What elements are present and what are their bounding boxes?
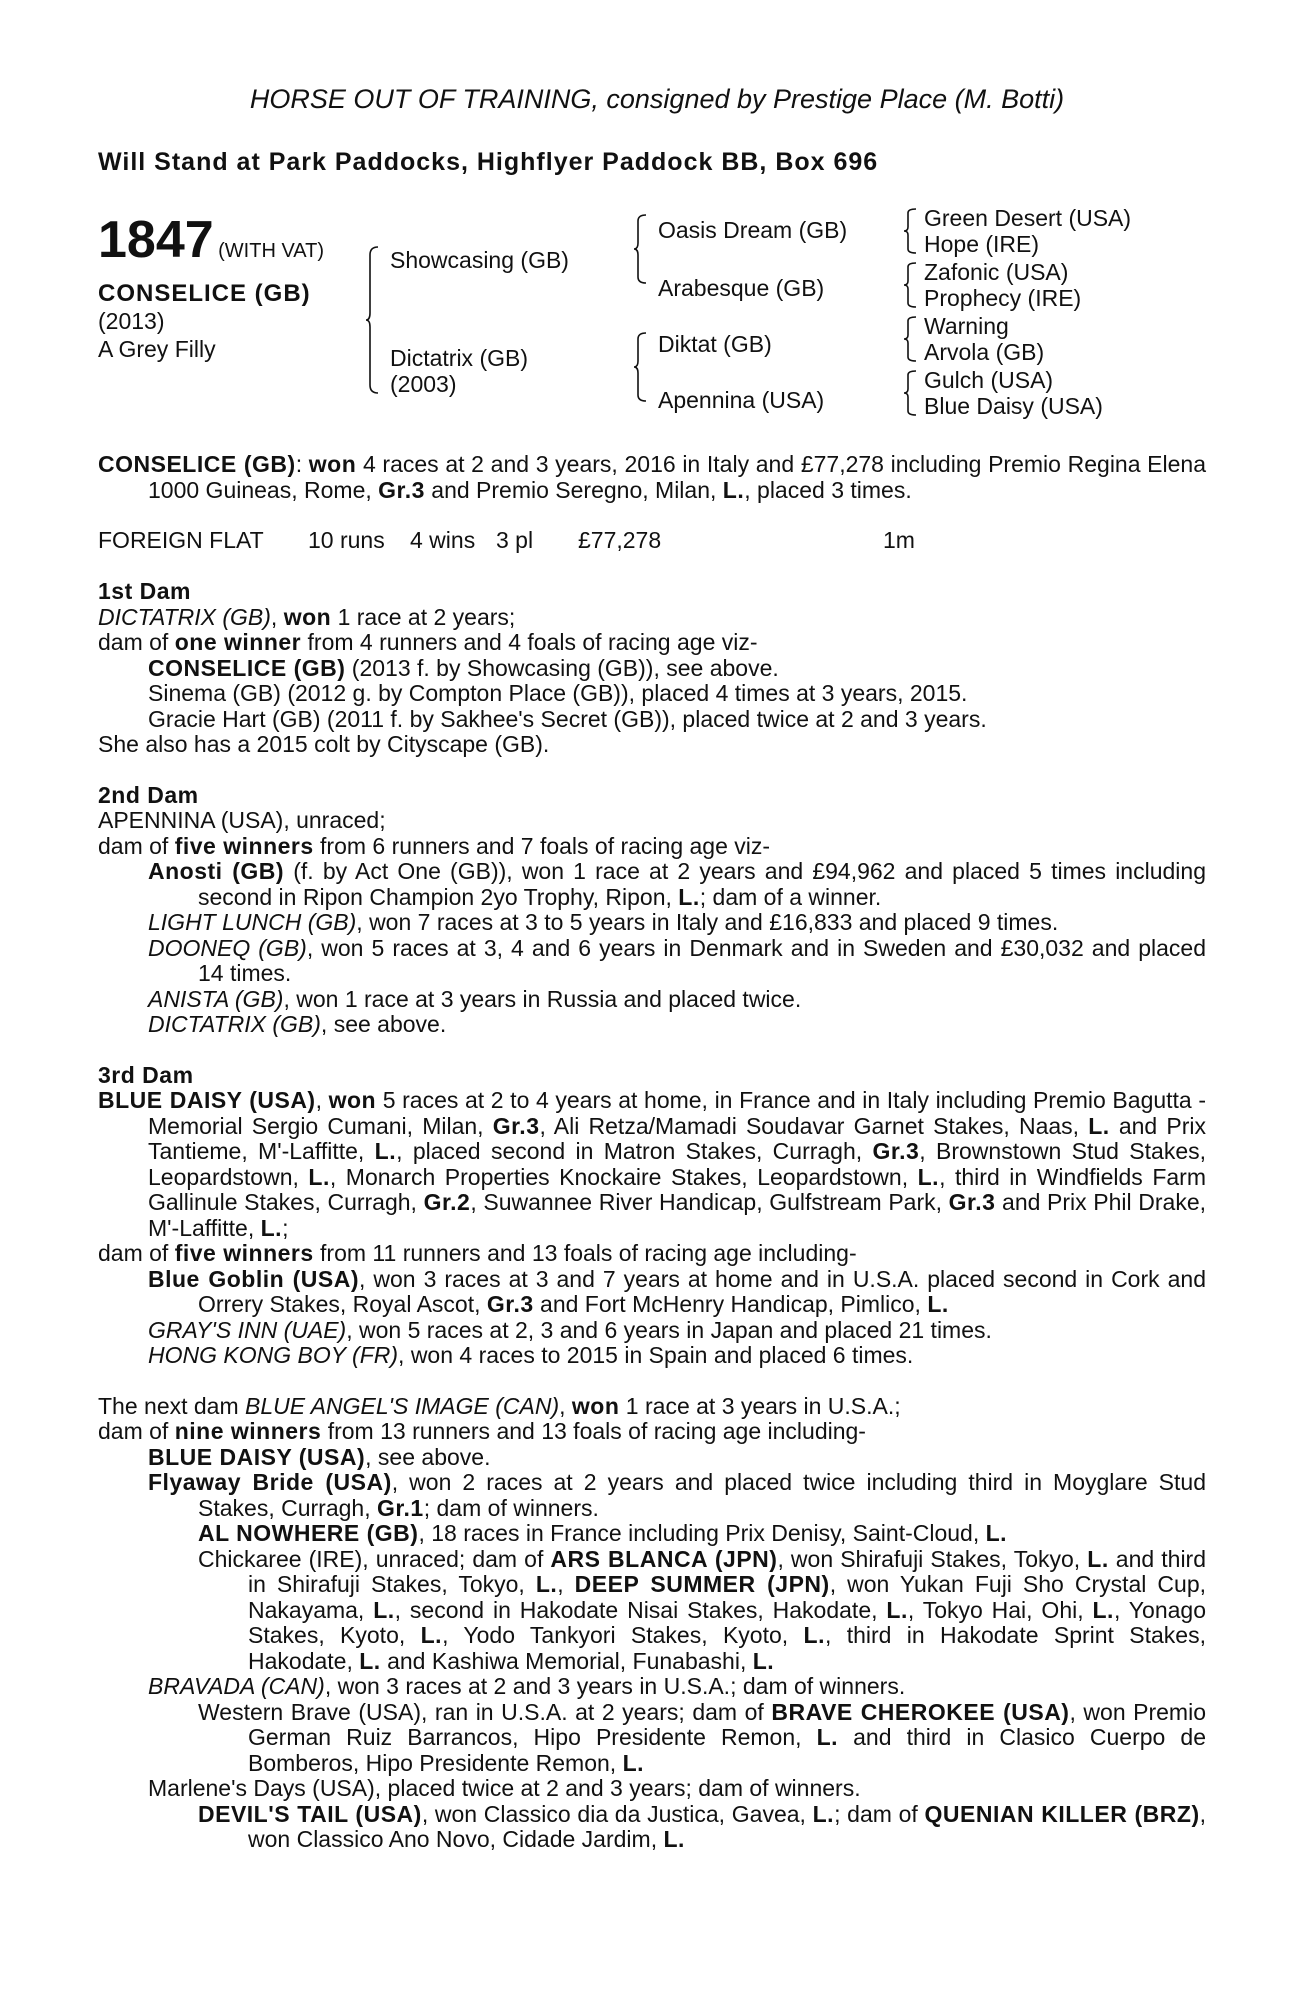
next-dam-line: The next dam BLUE ANGEL'S IMAGE (CAN), won 1 race at 3 years in U.S.A.;	[98, 1392, 901, 1419]
next-dam-produce: dam of nine winners from 13 runners and 13 foals of racing age including-	[98, 1418, 866, 1444]
second-dam-foal-2: LIGHT LUNCH (GB), won 7 races at 3 to 5 years in Italy and £16,833 and placed 9 times.	[148, 909, 1059, 935]
horse-name: CONSELICE (GB)	[98, 280, 311, 307]
next-dam-foal-g: Marlene's Days (USA), placed twice at 2 and 3 years; dam of winners.	[148, 1775, 861, 1801]
stand-location: Will Stand at Park Paddocks, Highflyer Paddock BB, Box 696	[98, 148, 879, 176]
second-dam-foal-5: DICTATRIX (GB), see above.	[148, 1011, 447, 1037]
form-line: FOREIGN FLAT 10 runs 4 wins 3 pl £77,278 1m	[98, 527, 915, 553]
second-dam-foal-4: ANISTA (GB), won 1 race at 3 years in Russia and placed twice.	[148, 985, 802, 1012]
second-dam-line: APENNINA (USA), unraced;	[98, 807, 386, 833]
dam-sire-dam: Arvola (GB)	[924, 339, 1045, 365]
sire-sire: Oasis Dream (GB)	[658, 217, 848, 243]
next-dam-foal-a: BLUE DAISY (USA), see above.	[148, 1443, 491, 1470]
first-dam-line: DICTATRIX (GB), won 1 race at 2 years;	[98, 603, 516, 630]
catalogue-body	[98, 452, 1206, 1853]
third-dam-foal-2: GRAY'S INN (UAE), won 5 races at 2, 3 and 6 years in Japan and placed 21 times.	[148, 1316, 992, 1343]
horse-description: A Grey Filly	[98, 336, 216, 362]
sire: Showcasing (GB)	[390, 247, 569, 273]
sire-dam-bracket	[366, 245, 380, 395]
dam-sire: Diktat (GB)	[658, 331, 772, 357]
g-bracket-1	[904, 207, 918, 255]
sire-dam-dam: Prophecy (IRE)	[924, 285, 1082, 311]
dam-sire-sire: Warning	[924, 313, 1009, 339]
pedigree-block	[98, 205, 1218, 435]
second-dam-heading: 2nd Dam	[98, 781, 199, 808]
lot-info	[98, 210, 325, 362]
vat-note: (WITH VAT)	[218, 240, 325, 262]
horse-year: (2013)	[98, 308, 165, 334]
third-dam-heading: 3rd Dam	[98, 1061, 194, 1088]
g-bracket-3	[904, 315, 918, 363]
g-bracket-2	[904, 261, 918, 309]
next-dam-grandfoal-f: Western Brave (USA), ran in U.S.A. at 2 years; dam of BRAVE CHEROKEE (USA), won Premio German Ruiz Barrancos, Hipo Presidente Remon, L. and third in Clasico Cuerpo de Bomberos, Hipo Presidente Remon, L.	[198, 1698, 1206, 1776]
sire-sire-dam: Hope (IRE)	[924, 231, 1040, 257]
sire-sire-sire: Green Desert (USA)	[924, 205, 1132, 231]
race-summary: CONSELICE (GB): won 4 races at 2 and 3 years, 2016 in Italy and £77,278 including Premio Regina Elena 1000 Guineas, Rome, Gr.3 and Premio Seregno, Milan, L., placed 3 times.	[98, 451, 1207, 503]
second-dam-foal-1: Anosti (GB) (f. by Act One (GB)), won 1 race at 2 years and £94,962 and placed 5 times including second in Ripon Champion 2yo Trophy, Ripon, L.; dam of a winner.	[148, 858, 1206, 910]
dam-dam-sire: Gulch (USA)	[924, 367, 1054, 393]
third-dam-foal-3: HONG KONG BOY (FR), won 4 races to 2015 in Spain and placed 6 times.	[148, 1342, 914, 1368]
dam-dam-dam: Blue Daisy (USA)	[924, 393, 1103, 419]
sire-dam-sire: Zafonic (USA)	[924, 259, 1069, 285]
next-dam-grandfoal-c: AL NOWHERE (GB), 18 races in France including Prix Denisy, Saint-Cloud, L.	[198, 1520, 1008, 1546]
first-dam-foal-1: CONSELICE (GB) (2013 f. by Showcasing (GB)), see above.	[148, 654, 779, 681]
g-bracket-4	[904, 369, 918, 417]
sire-dam: Arabesque (GB)	[658, 275, 825, 301]
dam-year: (2003)	[390, 371, 457, 397]
second-dam-foal-3: DOONEQ (GB), won 5 races at 3, 4 and 6 years in Denmark and in Sweden and £30,032 and placed 14 times.	[148, 934, 1206, 986]
next-dam-foal-b: Flyaway Bride (USA), won 2 races at 2 years and placed twice including third in Moyglare Stud Stakes, Curragh, Gr.1; dam of winners.	[148, 1469, 1206, 1521]
second-dam-produce: dam of five winners from 6 runners and 7 foals of racing age viz-	[98, 832, 771, 859]
third-dam-record: BLUE DAISY (USA), won 5 races at 2 to 4 years at home, in France and in Italy including Premio Bagutta - Memorial Sergio Cumani, Milan, Gr.3, Ali Retza/Mamadi Soudavar Garnet Stakes, Naas, L. and Prix Tantieme, M'-Laffitte, L., placed second in Matron Stakes, Curragh, Gr.3, Brownstown Stud Stakes, Leopardstown, L., Monarch Properties Knockaire Stakes, Leopardstown, L., third in Windfields Farm Gallinule Stakes, Curragh, Gr.2, Suwannee River Handicap, Gulfstream Park, Gr.3 and Prix Phil Drake, M'-Laffitte, L.;	[98, 1087, 1207, 1241]
dam-parents-bracket	[634, 331, 648, 403]
first-dam-heading: 1st Dam	[98, 578, 191, 604]
third-dam-foal-1: Blue Goblin (USA), won 3 races at 3 and 7 years at home and in U.S.A. placed second in Cork and Orrery Stakes, Royal Ascot, Gr.3 and Fort McHenry Handicap, Pimlico, L.	[148, 1265, 1206, 1317]
third-dam-produce: dam of five winners from 11 runners and 13 foals of racing age including-	[98, 1240, 857, 1266]
first-dam-foal-3: Gracie Hart (GB) (2011 f. by Sakhee's Secret (GB)), placed twice at 2 and 3 years.	[148, 705, 987, 732]
sire-parents-bracket	[634, 213, 648, 285]
lot-number: 1847	[98, 211, 214, 269]
next-dam-grandfoal-d: Chickaree (IRE), unraced; dam of ARS BLANCA (JPN), won Shirafuji Stakes, Tokyo, L. and third in Shirafuji Stakes, Tokyo, L., DEEP SUMMER (JPN), won Yukan Fuji Sho Crystal Cup, Nakayama, L., second in Hakodate Nisai Stakes, Hakodate, L., Tokyo Hai, Ohi, L., Yonago Stakes, Kyoto, L., Yodo Tankyori Stakes, Kyoto, L., third in Hakodate Sprint Stakes, Hakodate, L. and Kashiwa Memorial, Funabashi, L.	[198, 1545, 1207, 1674]
next-dam-foal-e: BRAVADA (CAN), won 3 races at 2 and 3 years in U.S.A.; dam of winners.	[148, 1673, 906, 1699]
first-dam-foal-2: Sinema (GB) (2012 g. by Compton Place (GB)), placed 4 times at 3 years, 2015.	[148, 680, 968, 706]
next-dam-grandfoal-h: DEVIL'S TAIL (USA), won Classico dia da Justica, Gavea, L.; dam of QUENIAN KILLER (BRZ), won Classico Ano Novo, Cidade Jardim, L.	[198, 1800, 1206, 1852]
dam-dam: Apennina (USA)	[658, 387, 825, 413]
page-title: HORSE OUT OF TRAINING, consigned by Prestige Place (M. Botti)	[249, 84, 1065, 114]
first-dam-colt: She also has a 2015 colt by Cityscape (GB).	[98, 731, 550, 757]
first-dam-produce: dam of one winner from 4 runners and 4 foals of racing age viz-	[98, 629, 758, 655]
dam: Dictatrix (GB)	[390, 345, 528, 371]
